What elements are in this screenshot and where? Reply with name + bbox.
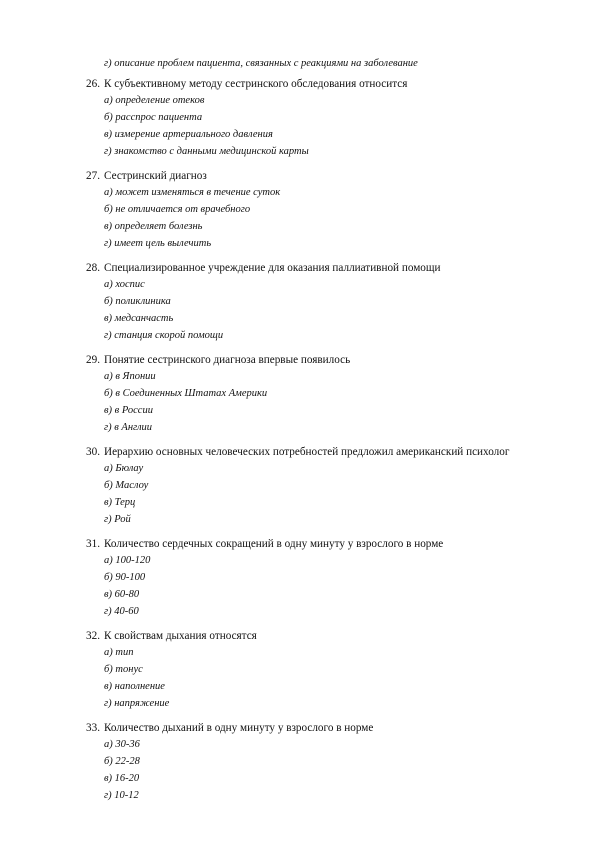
question-line bbox=[86, 260, 556, 276]
answer-option: г) 10-12 bbox=[104, 790, 139, 801]
question-number: 29. bbox=[86, 354, 100, 366]
answer-option: в) в России bbox=[104, 405, 153, 416]
question-number: 32. bbox=[86, 630, 100, 642]
answer-options bbox=[86, 552, 556, 620]
answer-option: в) измерение артериального давления bbox=[104, 129, 273, 140]
answer-option: г) напряжение bbox=[104, 698, 170, 709]
answer-option: а) может изменяться в течение суток bbox=[104, 187, 281, 198]
answer-options bbox=[86, 184, 556, 252]
answer-option: г) имеет цель вылечить bbox=[104, 238, 212, 249]
answer-option: в) 60-80 bbox=[104, 589, 140, 600]
question-text: Специализированное учреждение для оказания паллиативной помощи bbox=[104, 262, 441, 274]
answer-option: г) станция скорой помощи bbox=[104, 330, 224, 341]
answer-options bbox=[86, 276, 556, 344]
answer-option: б) поликлиника bbox=[104, 296, 171, 307]
question-text: Иерархию основных человеческих потребностей предложил американский психолог bbox=[104, 446, 510, 458]
question-block bbox=[86, 720, 556, 804]
previous-question-answer: г) описание проблем пациента, связанных с реакциями на заболевание bbox=[104, 58, 418, 69]
question-block bbox=[86, 444, 556, 528]
answer-option: г) Рой bbox=[104, 514, 131, 525]
answer-option: а) Бюлау bbox=[104, 463, 144, 474]
answer-option: б) тонус bbox=[104, 664, 143, 675]
question-line bbox=[86, 352, 556, 368]
question-block bbox=[86, 536, 556, 620]
answer-option: б) 90-100 bbox=[104, 572, 146, 583]
question-number: 31. bbox=[86, 538, 100, 550]
question-line bbox=[86, 444, 556, 460]
question-block bbox=[86, 352, 556, 436]
question-block bbox=[86, 628, 556, 712]
question-line bbox=[86, 168, 556, 184]
question-text: К субъективному методу сестринского обследования относится bbox=[104, 78, 408, 90]
answer-option: г) в Англии bbox=[104, 422, 153, 433]
answer-options bbox=[86, 736, 556, 804]
answer-option: в) наполнение bbox=[104, 681, 165, 692]
question-number: 28. bbox=[86, 262, 100, 274]
question-line bbox=[86, 76, 556, 92]
answer-option: б) расспрос пациента bbox=[104, 112, 203, 123]
question-line bbox=[86, 536, 556, 552]
answer-option: а) 100-120 bbox=[104, 555, 151, 566]
question-block bbox=[86, 260, 556, 344]
question-block bbox=[86, 76, 556, 160]
answer-option: в) Терц bbox=[104, 497, 136, 508]
answer-option: г) 40-60 bbox=[104, 606, 139, 617]
answer-option: б) Маслоу bbox=[104, 480, 149, 491]
answer-option: а) в Японии bbox=[104, 371, 156, 382]
question-number: 33. bbox=[86, 722, 100, 734]
answer-options bbox=[86, 368, 556, 436]
question-text: Количество дыханий в одну минуту у взрослого в норме bbox=[104, 722, 374, 734]
answer-option: а) 30-36 bbox=[104, 739, 140, 750]
answer-option: в) медсанчасть bbox=[104, 313, 174, 324]
answer-option: в) 16-20 bbox=[104, 773, 140, 784]
answer-option: а) тип bbox=[104, 647, 134, 658]
answer-options bbox=[86, 644, 556, 712]
question-text: К свойствам дыхания относятся bbox=[104, 630, 257, 642]
answer-options bbox=[86, 460, 556, 528]
answer-options bbox=[86, 92, 556, 160]
answer-option: в) определяет болезнь bbox=[104, 221, 203, 232]
answer-option: а) определение отеков bbox=[104, 95, 205, 106]
question-number: 30. bbox=[86, 446, 100, 458]
answer-option: г) знакомство с данными медицинской карты bbox=[104, 146, 309, 157]
answer-option: б) в Соединенных Штатах Америки bbox=[104, 388, 268, 399]
question-block bbox=[86, 168, 556, 252]
answer-option: б) не отличается от врачебного bbox=[104, 204, 251, 215]
answer-option: б) 22-28 bbox=[104, 756, 140, 767]
answer-option: а) хоспис bbox=[104, 279, 145, 290]
question-number: 27. bbox=[86, 170, 100, 182]
question-text: Сестринский диагноз bbox=[104, 170, 207, 182]
question-text: Понятие сестринского диагноза впервые появилось bbox=[104, 354, 351, 366]
question-list bbox=[86, 76, 556, 812]
question-text: Количество сердечных сокращений в одну минуту у взрослого в норме bbox=[104, 538, 444, 550]
question-line bbox=[86, 720, 556, 736]
question-number: 26. bbox=[86, 78, 100, 90]
question-line bbox=[86, 628, 556, 644]
